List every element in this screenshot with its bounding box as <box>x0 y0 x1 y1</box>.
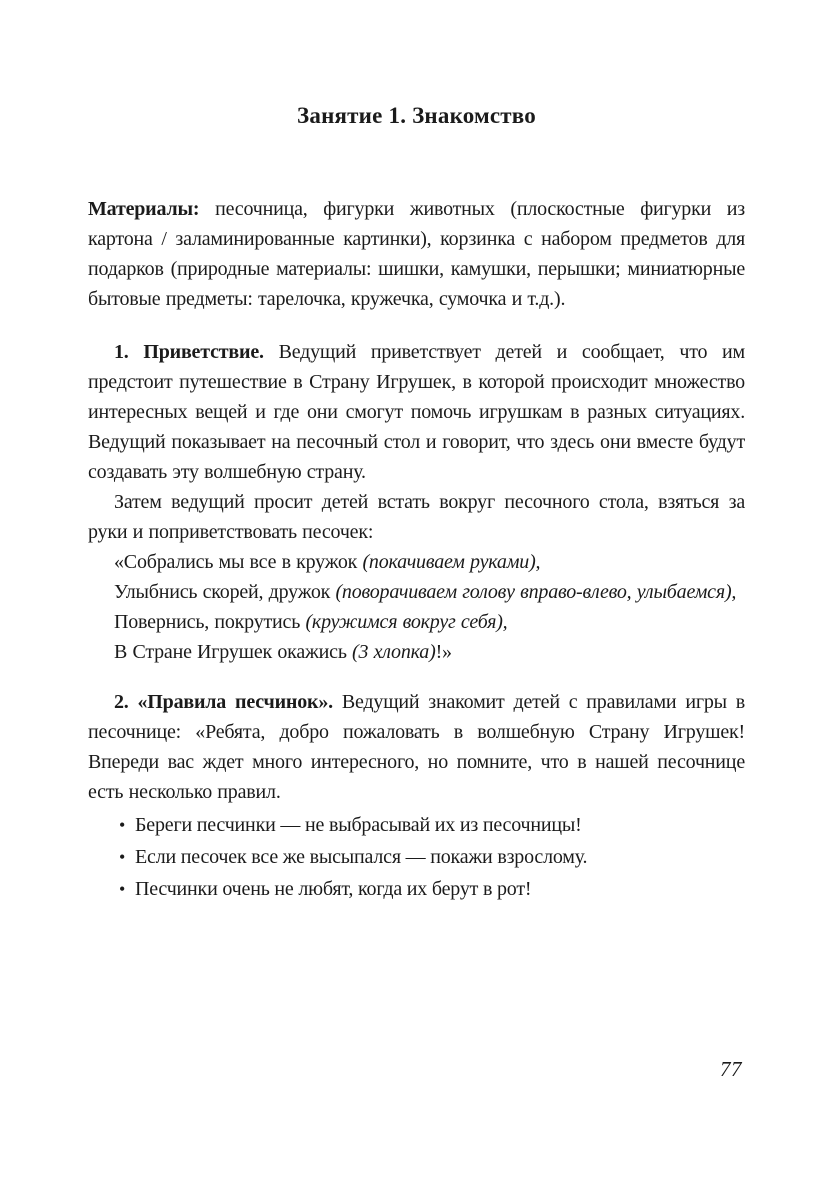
greeting-heading: 1. Приветствие. <box>114 341 264 363</box>
rules-paragraph <box>88 687 745 807</box>
rule-text: Береги песчинки — не выбрасывай их из песочницы! <box>135 814 582 836</box>
list-item <box>88 873 745 905</box>
materials-label: Материалы: <box>88 198 200 220</box>
materials-paragraph <box>88 194 745 314</box>
verse-stage-direction: (поворачиваем голову вправо-влево, улыбаемся), <box>335 581 737 603</box>
list-item <box>88 841 745 873</box>
verse-text: Улыбнись скорей, дружок <box>114 581 336 603</box>
verse-line <box>88 607 745 637</box>
greeting-paragraph <box>88 337 745 487</box>
verse-line <box>88 637 745 667</box>
verse-stage-direction: (покачиваем руками), <box>362 551 541 573</box>
list-item <box>88 809 745 841</box>
rules-list <box>88 809 745 905</box>
materials-text: песочница, фигурки животных (плоскостные фигурки из картона / заламинированные картинки), корзинка с набором предметов для подарков (природные материалы: шишки, камушки, перышки; миниатюрные бытовые предметы: тарелочка, кружечка, сумочка и т.д.). <box>88 198 745 310</box>
page-title: Занятие 1. Знакомство <box>297 103 536 128</box>
bullet-icon: • <box>119 815 126 835</box>
bullet-icon: • <box>119 847 126 867</box>
rules-text: Ведущий знакомит детей с правилами игры в песочнице: «Ребята, добро пожаловать в волшебную Страну Игрушек! Впереди вас ждет много интересного, но помните, что в нашей песочнице есть несколько правил. <box>88 691 745 803</box>
verse-text-tail: !» <box>435 641 452 663</box>
verse-line <box>88 547 745 577</box>
bullet-icon: • <box>119 879 126 899</box>
verse-line <box>88 577 745 607</box>
rules-heading: 2. «Правила песчинок». <box>114 691 333 713</box>
verse-stage-direction: (кружимся вокруг себя), <box>305 611 508 633</box>
greeting-paragraph-2: Затем ведущий просит детей встать вокруг песочного стола, взяться за руки и поприветствовать песочек: <box>88 491 745 543</box>
rule-text: Если песочек все же высыпался — покажи взрослому. <box>135 846 588 868</box>
rule-text: Песчинки очень не любят, когда их берут в рот! <box>135 878 532 900</box>
verse-stage-direction: (3 хлопка) <box>352 641 436 663</box>
verse-text: Повернись, покрутись <box>114 611 306 633</box>
verse-text: «Собрались мы все в кружок <box>114 551 363 573</box>
greeting-text: Ведущий приветствует детей и сообщает, что им предстоит путешествие в Страну Игрушек, в которой происходит множество интересных вещей и где они смогут помочь игрушкам в разных ситуациях. Ведущий показывает на песочный стол и говорит, что здесь они вместе будут создавать эту волшебную страну. <box>88 341 745 483</box>
page-number: 77 <box>720 1057 742 1081</box>
verse-text: В Стране Игрушек окажись <box>114 641 353 663</box>
